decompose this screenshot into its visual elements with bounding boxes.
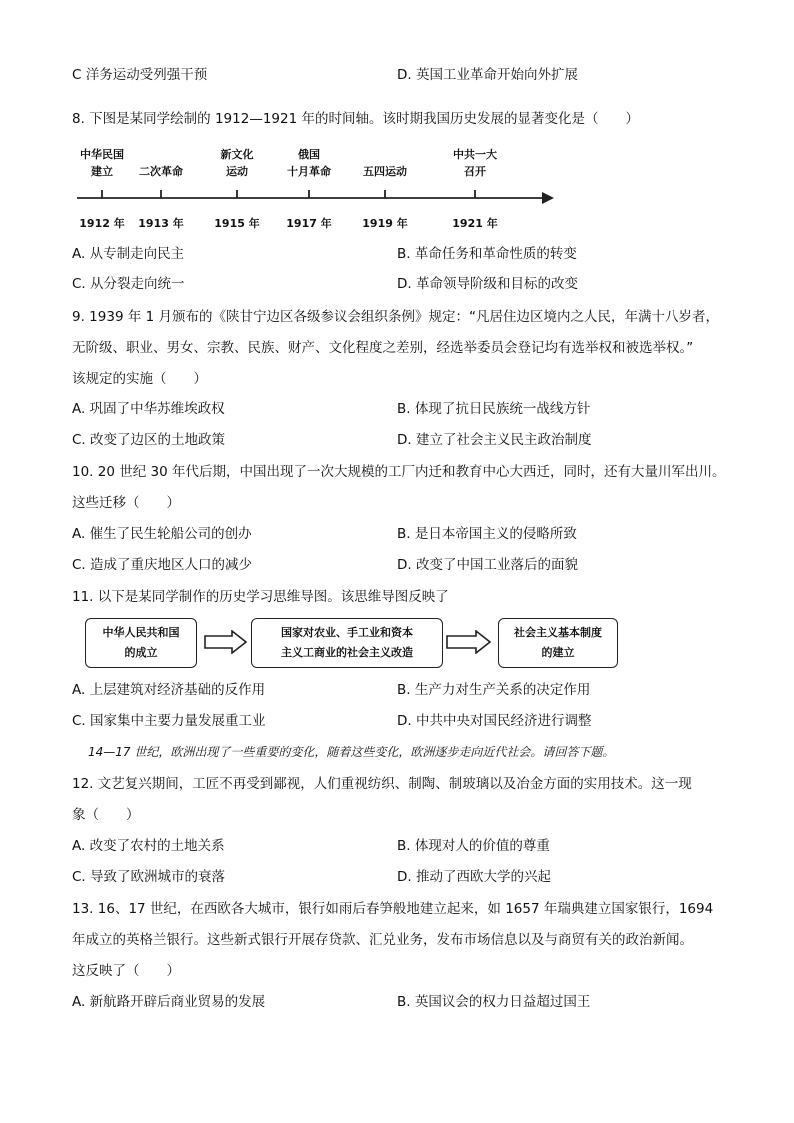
- mindmap-box-basic-system: 社会主义基本制度 的建立: [498, 618, 618, 668]
- q12-option-b: B. 体现对人的价值的尊重: [397, 838, 550, 854]
- timeline-year: 1913 年: [138, 217, 184, 230]
- timeline-event: 新文化 运动: [220, 148, 254, 178]
- timeline-event: 中共一大 召开: [453, 148, 497, 178]
- q10-option-c: C. 造成了重庆地区人口的减少: [72, 557, 253, 573]
- q12-option-c: C. 导致了欧洲城市的衰落: [72, 869, 226, 885]
- q10-option-b: B. 是日本帝国主义的侵略所致: [397, 526, 577, 542]
- q9-option-d: D. 建立了社会主义民主政治制度: [397, 432, 592, 448]
- q8-option-c: C. 从分裂走向统一: [72, 276, 185, 292]
- timeline-year: 1921 年: [452, 217, 498, 230]
- timeline-year: 1915 年: [214, 217, 260, 230]
- q11-option-a: A. 上层建筑对经济基础的反作用: [72, 682, 266, 698]
- q12-option-a: A. 改变了农村的土地关系: [72, 838, 225, 854]
- q9-stem-line3: 该规定的实施（ ）: [72, 371, 207, 387]
- q8-stem: 8. 下图是某同学绘制的 1912—1921 年的时间轴。该时期我国历史发展的显著变化是（ ）: [72, 111, 639, 127]
- q12-option-d: D. 推动了西欧大学的兴起: [397, 869, 551, 885]
- q11-option-d: D. 中共中央对国民经济进行调整: [397, 713, 592, 729]
- timeline-event: 二次革命: [139, 165, 183, 178]
- right-arrow-icon: [204, 630, 248, 654]
- q12-stem-line2: 象（ ）: [72, 807, 140, 823]
- q11-option-c: C. 国家集中主要力量发展重工业: [72, 713, 266, 729]
- q9-stem-line2: 无阶级、职业、男女、宗教、民族、财产、文化程度之差别，经选举委员会登记均有选举权和被选举权。”: [72, 340, 694, 356]
- q10-option-a: A. 催生了民生轮船公司的创办: [72, 526, 252, 542]
- timeline-event: 中华民国 建立: [80, 148, 124, 178]
- timeline-arrowhead: [542, 192, 554, 204]
- q12-stem-line1: 12. 文艺复兴期间，工匠不再受到鄙视，人们重视纺织、制陶、制玻璃以及冶金方面的实用技术。这一现: [72, 776, 692, 792]
- timeline-year: 1912 年: [79, 217, 125, 230]
- q13-stem-line3: 这反映了（ ）: [72, 963, 180, 979]
- q10-option-d: D. 改变了中国工业落后的面貌: [397, 557, 578, 573]
- mindmap-box-socialist-transformation: 国家对农业、手工业和资本 主义工商业的社会主义改造: [251, 618, 443, 668]
- q13-stem-line2: 年成立的英格兰银行。这些新式银行开展存贷款、汇兑业务，发布市场信息以及与商贸有关的政治新闻。: [72, 932, 693, 948]
- q9-stem-line1: 9. 1939 年 1 月颁布的《陕甘宁边区各级参议会组织条例》规定：“凡居住边区境内之人民，年满十八岁者，: [72, 309, 719, 325]
- q11-option-b: B. 生产力对生产关系的决定作用: [397, 682, 591, 698]
- q7-option-c: C 洋务运动受列强干预: [72, 67, 208, 83]
- q8-option-d: D. 革命领导阶级和目标的改变: [397, 276, 578, 292]
- q9-option-b: B. 体现了抗日民族统一战线方针: [397, 401, 591, 417]
- q8-option-b: B. 革命任务和革命性质的转变: [397, 246, 577, 262]
- q8-option-a: A. 从专制走向民主: [72, 246, 185, 262]
- timeline-year: 1917 年: [286, 217, 332, 230]
- q9-option-a: A. 巩固了中华苏维埃政权: [72, 401, 225, 417]
- q7-option-d: D. 英国工业革命开始向外扩展: [397, 67, 578, 83]
- q13-stem-line1: 13. 16、17 世纪，在西欧各大城市，银行如雨后春笋般地建立起来，如 1657 年瑞典建立国家银行，1694: [72, 901, 714, 917]
- section-intro: 14—17 世纪，欧洲出现了一些重要的变化，随着这些变化，欧洲逐步走向近代社会。请回答下题。: [88, 745, 615, 759]
- right-arrow-icon: [446, 630, 492, 654]
- q10-stem-line1: 10. 20 世纪 30 年代后期，中国出现了一次大规模的工厂内迁和教育中心大西迁，同时，还有大量川军出川。: [72, 464, 726, 480]
- q11-stem: 11. 以下是某同学制作的历史学习思维导图。该思维导图反映了: [72, 589, 449, 605]
- timeline-event: 五四运动: [363, 165, 407, 178]
- timeline-event: 俄国 十月革命: [287, 148, 331, 178]
- mindmap-box-prc-founding: 中华人民共和国 的成立: [85, 618, 197, 668]
- q13-option-a: A. 新航路开辟后商业贸易的发展: [72, 994, 266, 1010]
- timeline-year: 1919 年: [362, 217, 408, 230]
- q10-stem-line2: 这些迁移（ ）: [72, 495, 180, 511]
- q13-option-b: B. 英国议会的权力日益超过国王: [397, 994, 591, 1010]
- q9-option-c: C. 改变了边区的土地政策: [72, 432, 226, 448]
